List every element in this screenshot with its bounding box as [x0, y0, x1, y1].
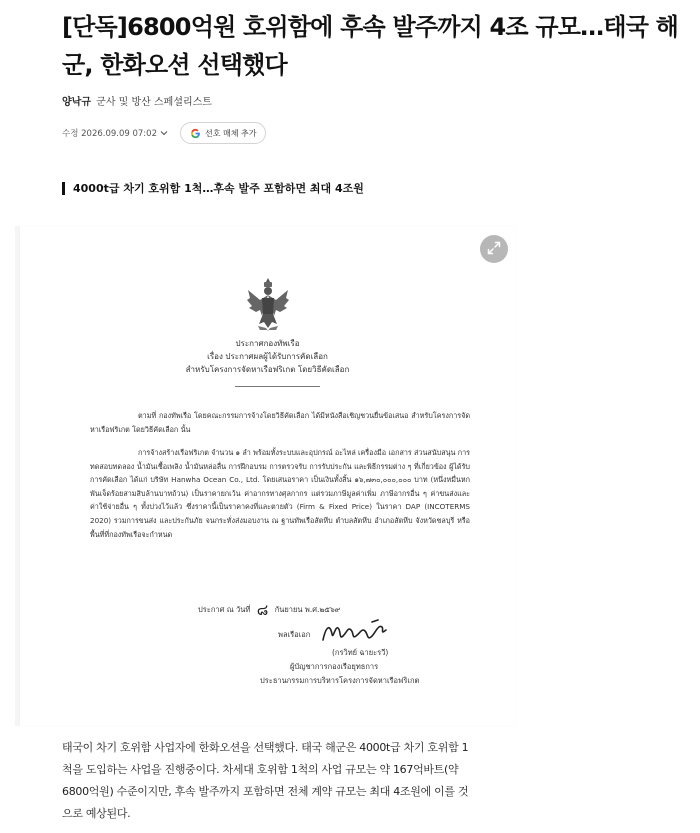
document-title-line3: สำหรับโครงการจัดหาเรือฟริเกต โดยวิธีคัดเลือก [185, 365, 350, 374]
document-paragraph-1: ตามที่ กองทัพเรือ โดยคณะกรรมการจ้างโดยวิธีคัดเลือก ได้มีหนังสือเชิญชวนยื่นข้อเสนอ สำหรับโครงการจัดหาเรือฟริเกต โดยวิธีคัดเลือก นั้น [90, 411, 470, 434]
headline: [단독]6800억원 호위함에 후속 발주까지 4조 규모…태국 해군, 한화오션 선택했다 [62, 13, 679, 79]
document-title-line1: ประกาศกองทัพเรือ [235, 339, 300, 348]
add-preferred-media-button[interactable] [180, 122, 266, 144]
document-date-suffix: กันยายน พ.ศ.๒๕๖๙ [274, 605, 341, 614]
document-title-line2: เรื่อง ประกาศผลผู้ได้รับการคัดเลือก [207, 352, 328, 361]
meta-row [62, 122, 266, 144]
document-date-prefix: ประกาศ ณ วันที่ [198, 605, 251, 614]
signer-title-2: ประธานกรรมการบริหารโครงการจัดหาเรือฟริเกต [260, 676, 420, 685]
signer-name: (กรวิทย์ ฉายะรวี) [332, 648, 389, 657]
signer-rank: พลเรือเอก [278, 630, 311, 639]
handwritten-signature [320, 618, 390, 650]
add-preferred-media-label: 선호 매체 추가 [205, 128, 257, 138]
subheading: 4000t급 차기 호위함 1척…후속 발주 포함하면 최대 4조원 [62, 182, 364, 195]
date-dropdown[interactable] [62, 127, 168, 139]
expand-icon [487, 240, 501, 259]
author-role: 군사 및 방산 스페셜리스트 [96, 97, 212, 108]
document-image [15, 226, 515, 726]
document-divider [235, 386, 320, 387]
date-label: 수정 2026.09.09 07:02 [62, 129, 157, 139]
document-paragraph-2: การจ้างสร้างเรือฟริเกต จำนวน ๑ ลำ พร้อมทั้งระบบและอุปกรณ์ อะไหล่ เครื่องมือ เอกสาร ส่วนสนับสนุน การทดสอบทดลอง น้ำมันเชื้อเพลิง น้ำมันหล่อลื่น การฝึกอบรม การตรวจรับ การรับประกัน และพิธีกรรมต่าง ๆ ที่เกี่ยวข้อง ผู้ได้รับการคัดเลือก ได้แก่ บริษัท Hanwha Ocean Co., Ltd. โดยเสนอราคา เป็นเงินทั้งสิ้น ๑๖,๗๓๐,๐๐๐,๐๐๐ บาท (หนึ่งหมื่นหกพันเจ็ดร้อยสามสิบล้านบาทถ้วน) เป็นราคายกเว้น ค่าอากรทางศุลกากร แต่รวมภาษีมูลค่าเพิ่ม ภาษีอากรอื่น ๆ ค่าขนส่งและค่าใช้จ่ายอื่น ๆ ทั้งปวงไว้แล้ว ซึ่งราคานี้เป็นราคาคงที่และตายตัว (Firm & Fixed Price) ในราคา DAP (INCOTERMS 2020) รวมการขนส่ง และประกันภัย จนกระทั่งส่งมอบงาน ณ ฐานทัพเรือสัตหีบ ตำบลสัตหีบ อำเภอสัตหีบ จังหวัดชลบุรี หรือพื้นที่ที่กองทัพเรือจะกำหนด [90, 448, 470, 539]
byline [62, 93, 212, 108]
expand-image-button[interactable] [480, 235, 508, 263]
author-name[interactable]: 양낙규 [62, 97, 91, 108]
signer-title-1: ผู้บัญชาการกองเรือยุทธการ [290, 662, 379, 671]
document-title [20, 337, 515, 376]
chevron-down-icon [160, 129, 168, 138]
document-date-line [198, 598, 340, 622]
announcement-document [20, 226, 515, 726]
document-date-day: ๘ [256, 601, 269, 619]
garuda-emblem-icon [246, 276, 290, 336]
google-g-icon [190, 128, 201, 139]
article-body: 태국이 차기 호위함 사업자에 한화오션을 선택했다. 태국 해군은 4000t급 차기 호위함 1척을 도입하는 사업을 진행중이다. 차세대 호위함 1척의 사업 규모는 약 167억바트(약 6800억원) 수준이지만, 후속 발주까지 포함하면 전체 계약 규모는 최대 4조원에 이를 것으로 예상된다. [62, 741, 469, 820]
